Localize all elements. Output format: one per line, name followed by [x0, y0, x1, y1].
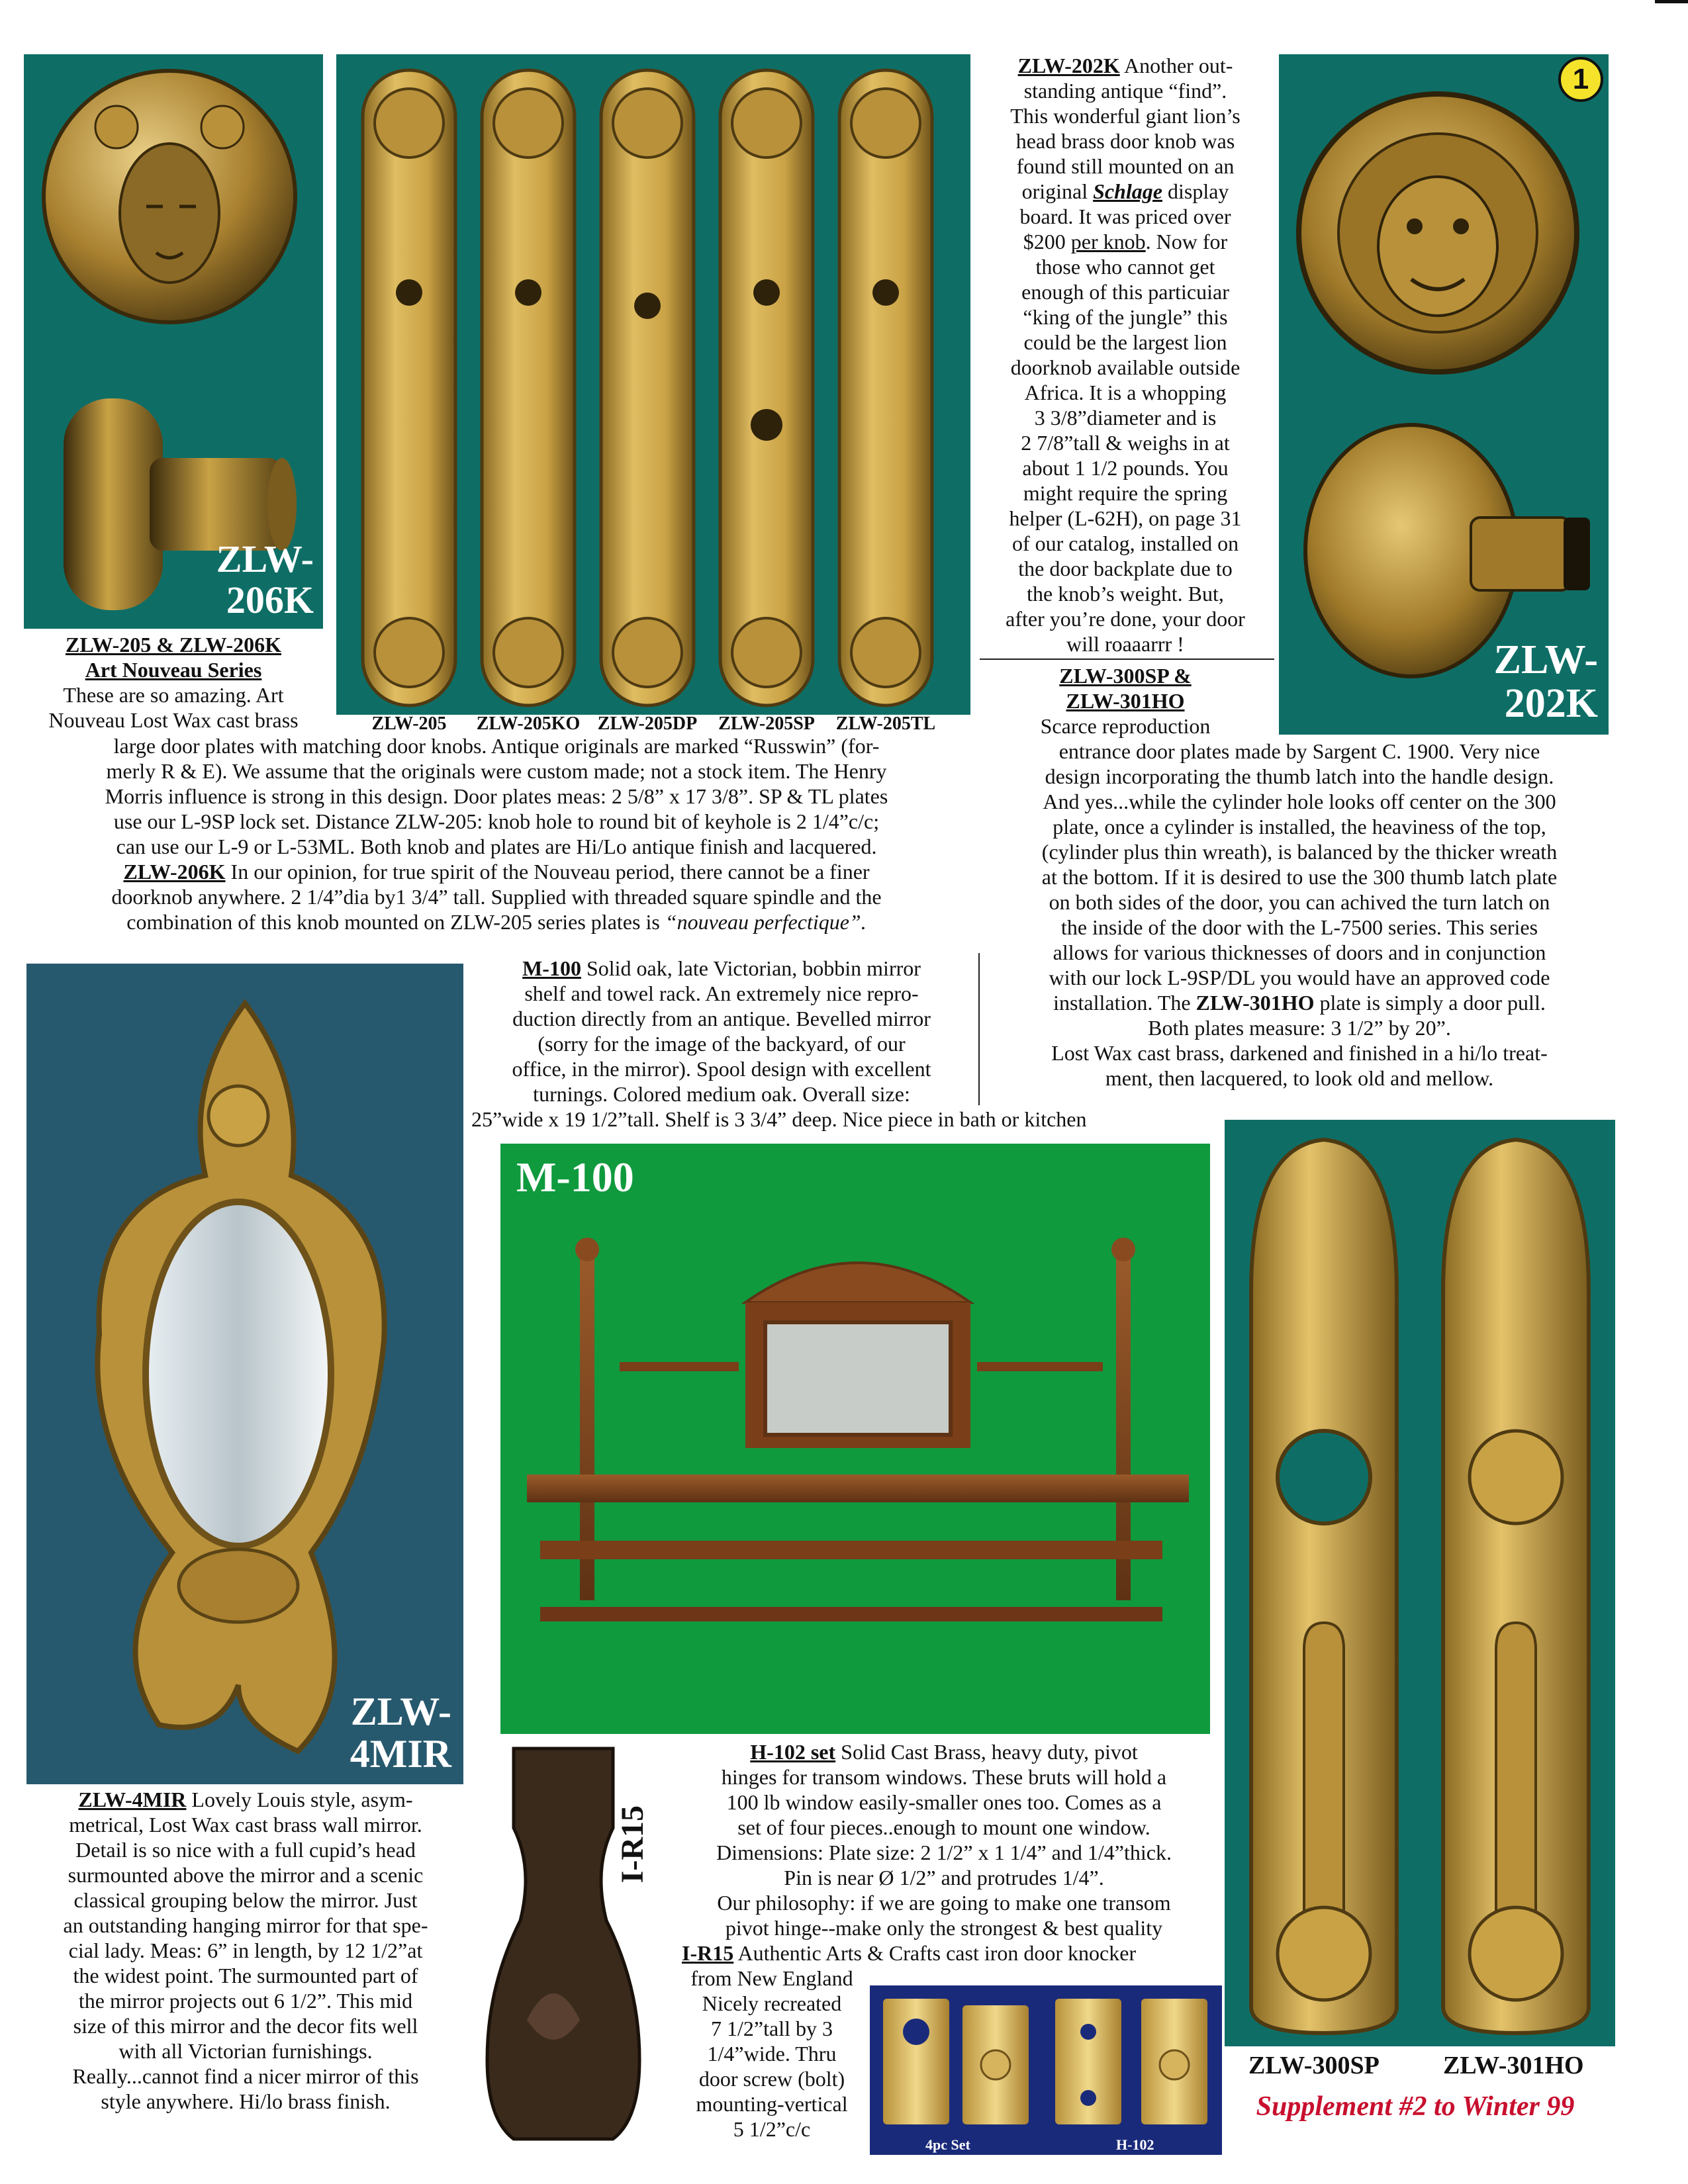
door-plate: [601, 70, 694, 705]
schlage-brand: Schlage: [1093, 179, 1162, 203]
plate-label: ZLW-205SP: [718, 713, 815, 734]
m-100-description: M-100 Solid oak, late Victorian, bobbin mirror shelf and towel rack. An extremely nice repro- duction directly from an antique. Bevelled mirror (sorry for the image of the backyard, of our office, in the mirror). Spool design with excellent turnings. Colored medium oak. Overall size:: [512, 956, 931, 1106]
plate-label: ZLW-205TL: [835, 713, 936, 734]
divider: [980, 659, 1274, 660]
zlw-4mir-label-line1: ZLW-: [350, 1690, 451, 1733]
zlw-206k-label-line2: 206K: [226, 578, 314, 621]
zlw-205-description: large door plates with matching door knobs. Antique originals are marked “Russwin” (for- merly R & E). We assume that the originals were custom made; not a stock item. The Henry Morris influence is strong in this design. Door plates meas: 2 5/8” x 17 3/8”. SP & TL plates use our L-9SP lock set. Distance ZLW-205: knob hole to round bit of keyhole is 2 1/4”c/c; can use our L-9 or L-53ML. Both knob and plates are Hi/Lo antique finish and lacquered. ZLW-206K In our opinion, for true spirit of the Nouveau period, there cannot be a finer doorknob anywhere. 2 1/4”dia by1 3/4” tall. Supplied with threaded square spindle and the combination of this knob mounted on ZLW-205 series plates is “nouveau perfectique”.: [105, 734, 888, 934]
i-r15-side-label: I-R15: [615, 1805, 650, 1884]
zlw-300-plates-photo: [1225, 1120, 1615, 2086]
supplement-footer: Supplement #2 to Winter 99: [1256, 2091, 1575, 2122]
zlw-4mir-label-line2: 4MIR: [350, 1732, 451, 1776]
zlw-202k-ref: ZLW-202K: [1017, 54, 1120, 77]
h-102-caption-left: 4pc Set: [925, 2136, 970, 2153]
i-r15-description-first: I-R15 Authentic Arts & Crafts cast iron door knocker: [682, 1941, 1137, 1965]
zlw-300-description: entrance door plates made by Sargent C. 1900. Very nice design incorporating the thumb latch into the handle design. And yes...while the cylinder hole looks off center on the 300 plate, once a cylinder is installed, the heaviness of the top, (cylinder plus thin wreath), is balanced by the thicker wreath at the bottom. If it is desired to use the 300 thumb latch plate on both sides of the door, you can achived the turn latch on the inside of the door with the L-7500 series. This series allows for various thicknesses of doors and in conjunction with our lock L-9SP/DL you would have an approved code installation. The ZLW-301HO plate is simply a door pull. Both plates measure: 3 1/2” by 20”. Lost Wax cast brass, darkened and finished in a hi/lo treat- ment, then lacquered, to look old and mellow.: [1041, 739, 1558, 1090]
zlw-206k-photo: [24, 54, 323, 629]
zlw-4mir-description: ZLW-4MIR Lovely Louis style, asym- metrical, Lost Wax cast brass wall mirror. Detail is so nice with a full cupid’s head surmounted above the mirror and a scenic classical grouping below the mirror. Just an outstanding hanging mirror for that spe- cial lady. Meas: 6” in length, by 12 1/2”at the widest point. The surmounted part of the mirror projects out 6 1/2”. This mid size of this mirror and the decor fits well with all Victorian furnishings. Really...cannot find a nicer mirror of this style anywhere. Hi/lo brass finish.: [63, 1788, 428, 2113]
plate-label: ZLW-205DP: [597, 713, 698, 734]
h-102-ref: H-102 set: [750, 1740, 836, 1764]
zlw-202k-photo: [1279, 54, 1609, 735]
zlw-300-heading: ZLW-300SP & ZLW-301HO Scarce reproduction: [1040, 664, 1211, 738]
h-102-photo: [870, 1985, 1222, 2155]
zlw-202k-label-line1: ZLW-: [1493, 637, 1598, 682]
door-plate: [482, 70, 575, 705]
page-number-badge: 1: [1558, 57, 1603, 102]
h-102-description: H-102 set Solid Cast Brass, heavy duty, pivot hinges for transom windows. These bruts will hold a 100 lb window easily-smaller ones too. Comes as a set of four pieces..enough to mount one window. Dimensions: Plate size: 2 1/2” x 1 1/4” and 1/4”thick. Pin is near Ø 1/2” and protrudes 1/4”. Our philosophy: if we are going to make one transom pivot hinge--make only the strongest & best quality: [716, 1740, 1172, 1940]
zlw-4mir-photo: [26, 964, 463, 1784]
transom-hinge-set-image: [870, 1985, 1222, 2155]
cast-iron-door-knocker-image: [474, 1742, 673, 2159]
i-r15-description: from New England Nicely recreated 7 1/2”tall by 3 1/4”wide. Thru door screw (bolt) mounting-vertical 5 1/2”c/c: [690, 1966, 853, 2141]
lion-knob-image: [1279, 54, 1609, 735]
m-100-photo: [500, 1144, 1210, 1734]
i-r15-ref: I-R15: [682, 1941, 734, 1965]
zlw-4mir-ref: ZLW-4MIR: [78, 1788, 187, 1811]
plate-label: ZLW-205: [371, 713, 447, 734]
brass-wall-mirror-image: [26, 964, 463, 1784]
zlw-205-plates-photo: [336, 54, 970, 735]
zlw-205-heading: ZLW-205 & ZLW-206K Art Nouveau Series These are so amazing. Art Nouveau Lost Wax cast brass: [48, 633, 299, 732]
zlw-202k-label-line2: 202K: [1504, 681, 1598, 726]
i-r15-photo: [474, 1742, 673, 2159]
zlw-301ho-label: ZLW-301HO: [1443, 2052, 1584, 2079]
zlw-205-plates-image: [336, 54, 970, 735]
h-102-caption-right: H-102: [1116, 2136, 1154, 2153]
sargent-plates-image: [1225, 1120, 1615, 2086]
m-100-panel-label: M-100: [516, 1154, 634, 1201]
m-100-ref: M-100: [522, 956, 581, 980]
oak-mirror-shelf-image: [500, 1144, 1210, 1734]
door-plate: [363, 70, 455, 705]
zlw-202k-description: ZLW-202K Another out- standing antique “find”. This wonderful giant lion’s head brass door knob was found still mounted on an original Schlage display board. It was priced over $200 per knob. Now for those who cannot get enough of this particuiar “king of the jungle” this could be the largest lion doorknob available outside Africa. It is a whopping 3 3/8”diameter and is 2 7/8”tall & weighs in at about 1 1/2 pounds. You might require the spring helper (L-62H), on page 31 of our catalog, installed on the door backplate due to the knob’s weight. But, after you’re done, your door will roaaarrr !: [1006, 54, 1245, 656]
m-100-size-line: 25”wide x 19 1/2”tall. Shelf is 3 3/4” deep. Nice piece in bath or kitchen: [471, 1107, 1087, 1131]
zlw-206k-label-line1: ZLW-: [216, 537, 314, 580]
corner-mark: [1655, 0, 1688, 3]
door-plate: [839, 70, 932, 705]
zlw-206k-ref: ZLW-206K: [123, 860, 226, 884]
door-plate: [720, 70, 813, 705]
zlw-300sp-label: ZLW-300SP: [1248, 2052, 1380, 2079]
plate-label: ZLW-205KO: [476, 713, 581, 734]
